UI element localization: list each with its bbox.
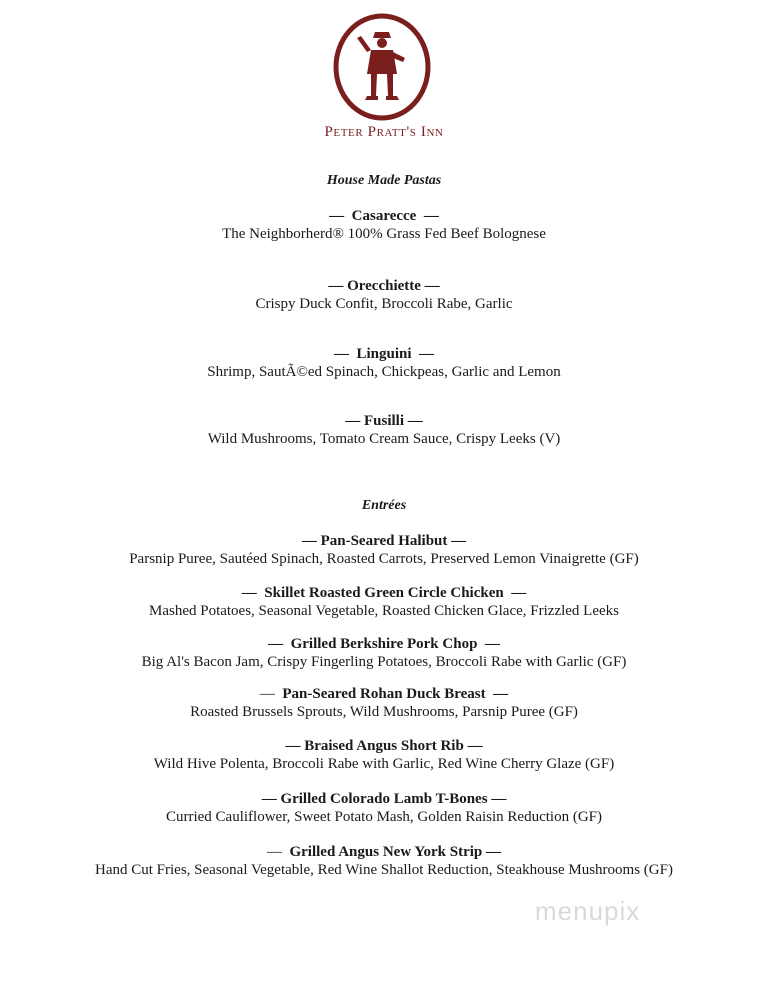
menu-item: — Grilled Berkshire Pork Chop — Big Al's Bacon Jam, Crispy Fingerling Potatoes, Broccoli Rabe with Garlic (GF) [0, 635, 768, 671]
item-name: Grilled Angus New York Strip [289, 844, 483, 860]
menu-item: — Grilled Colorado Lamb T-Bones — Curried Cauliflower, Sweet Potato Mash, Golden Raisin Reduction (GF) [0, 790, 768, 826]
item-name: Skillet Roasted Green Circle Chicken [264, 585, 504, 601]
item-name: Braised Angus Short Rib [304, 738, 464, 754]
section-title: Entrées [361, 498, 407, 513]
restaurant-name: Peter Pratt's Inn [324, 124, 444, 140]
item-name: Grilled Berkshire Pork Chop [290, 636, 478, 652]
item-description: Parsnip Puree, Sautéed Spinach, Roasted Carrots, Preserved Lemon Vinaigrette (GF) [129, 551, 639, 567]
logo [331, 12, 433, 122]
item-description: Roasted Brussels Sprouts, Wild Mushrooms, Parsnip Puree (GF) [190, 704, 578, 720]
item-description: Big Al's Bacon Jam, Crispy Fingerling Potatoes, Broccoli Rabe with Garlic (GF) [141, 654, 627, 670]
menu-item: — Linguini — Shrimp, SautÃ©ed Spinach, Chickpeas, Garlic and Lemon [0, 345, 768, 381]
menu-item: — Braised Angus Short Rib — Wild Hive Polenta, Broccoli Rabe with Garlic, Red Wine Cherry Glaze (GF) [0, 737, 768, 773]
item-name: Grilled Colorado Lamb T-Bones [280, 791, 488, 807]
menu-item: — Orecchiette — Crispy Duck Confit, Broccoli Rabe, Garlic [0, 277, 768, 313]
item-name: Orecchiette [347, 278, 421, 294]
item-description: Shrimp, SautÃ©ed Spinach, Chickpeas, Garlic and Lemon [207, 364, 561, 380]
watermark: menupix [535, 896, 641, 926]
colonial-figure-logo-icon [331, 12, 433, 122]
item-description: Mashed Potatoes, Seasonal Vegetable, Roasted Chicken Glace, Frizzled Leeks [148, 603, 619, 619]
item-description: Curried Cauliflower, Sweet Potato Mash, Golden Raisin Reduction (GF) [165, 809, 602, 825]
item-name: Fusilli [363, 413, 404, 429]
menu-item: — Pan-Seared Halibut — Parsnip Puree, Sautéed Spinach, Roasted Carrots, Preserved Lemon Vinaigrette (GF) [0, 532, 768, 568]
item-name: Casarecce [351, 208, 417, 224]
item-description: Crispy Duck Confit, Broccoli Rabe, Garlic [255, 296, 513, 312]
menu-item: — Skillet Roasted Green Circle Chicken — Mashed Potatoes, Seasonal Vegetable, Roasted Chicken Glace, Frizzled Leeks [0, 584, 768, 620]
menu-item: — Pan-Seared Rohan Duck Breast — Roasted Brussels Sprouts, Wild Mushrooms, Parsnip Puree (GF) [0, 685, 768, 721]
item-name: Pan-Seared Rohan Duck Breast [282, 686, 486, 702]
menu-item: — Fusilli — Wild Mushrooms, Tomato Cream Sauce, Crispy Leeks (V) [0, 412, 768, 448]
item-description: Wild Hive Polenta, Broccoli Rabe with Garlic, Red Wine Cherry Glaze (GF) [153, 756, 615, 772]
menu-item: — Casarecce — The Neighborherd® 100% Grass Fed Beef Bolognese [0, 207, 768, 243]
item-description: Hand Cut Fries, Seasonal Vegetable, Red Wine Shallot Reduction, Steakhouse Mushrooms (GF) [95, 862, 673, 878]
menu-item: — Grilled Angus New York Strip — Hand Cut Fries, Seasonal Vegetable, Red Wine Shallot Reduction, Steakhouse Mushrooms (GF) [0, 843, 768, 879]
item-name: Pan-Seared Halibut [320, 533, 448, 549]
section-title: House Made Pastas [326, 173, 442, 188]
item-description: The Neighborherd® 100% Grass Fed Beef Bolognese [222, 226, 546, 242]
item-name: Linguini [356, 346, 412, 362]
item-description: Wild Mushrooms, Tomato Cream Sauce, Crispy Leeks (V) [207, 431, 561, 447]
